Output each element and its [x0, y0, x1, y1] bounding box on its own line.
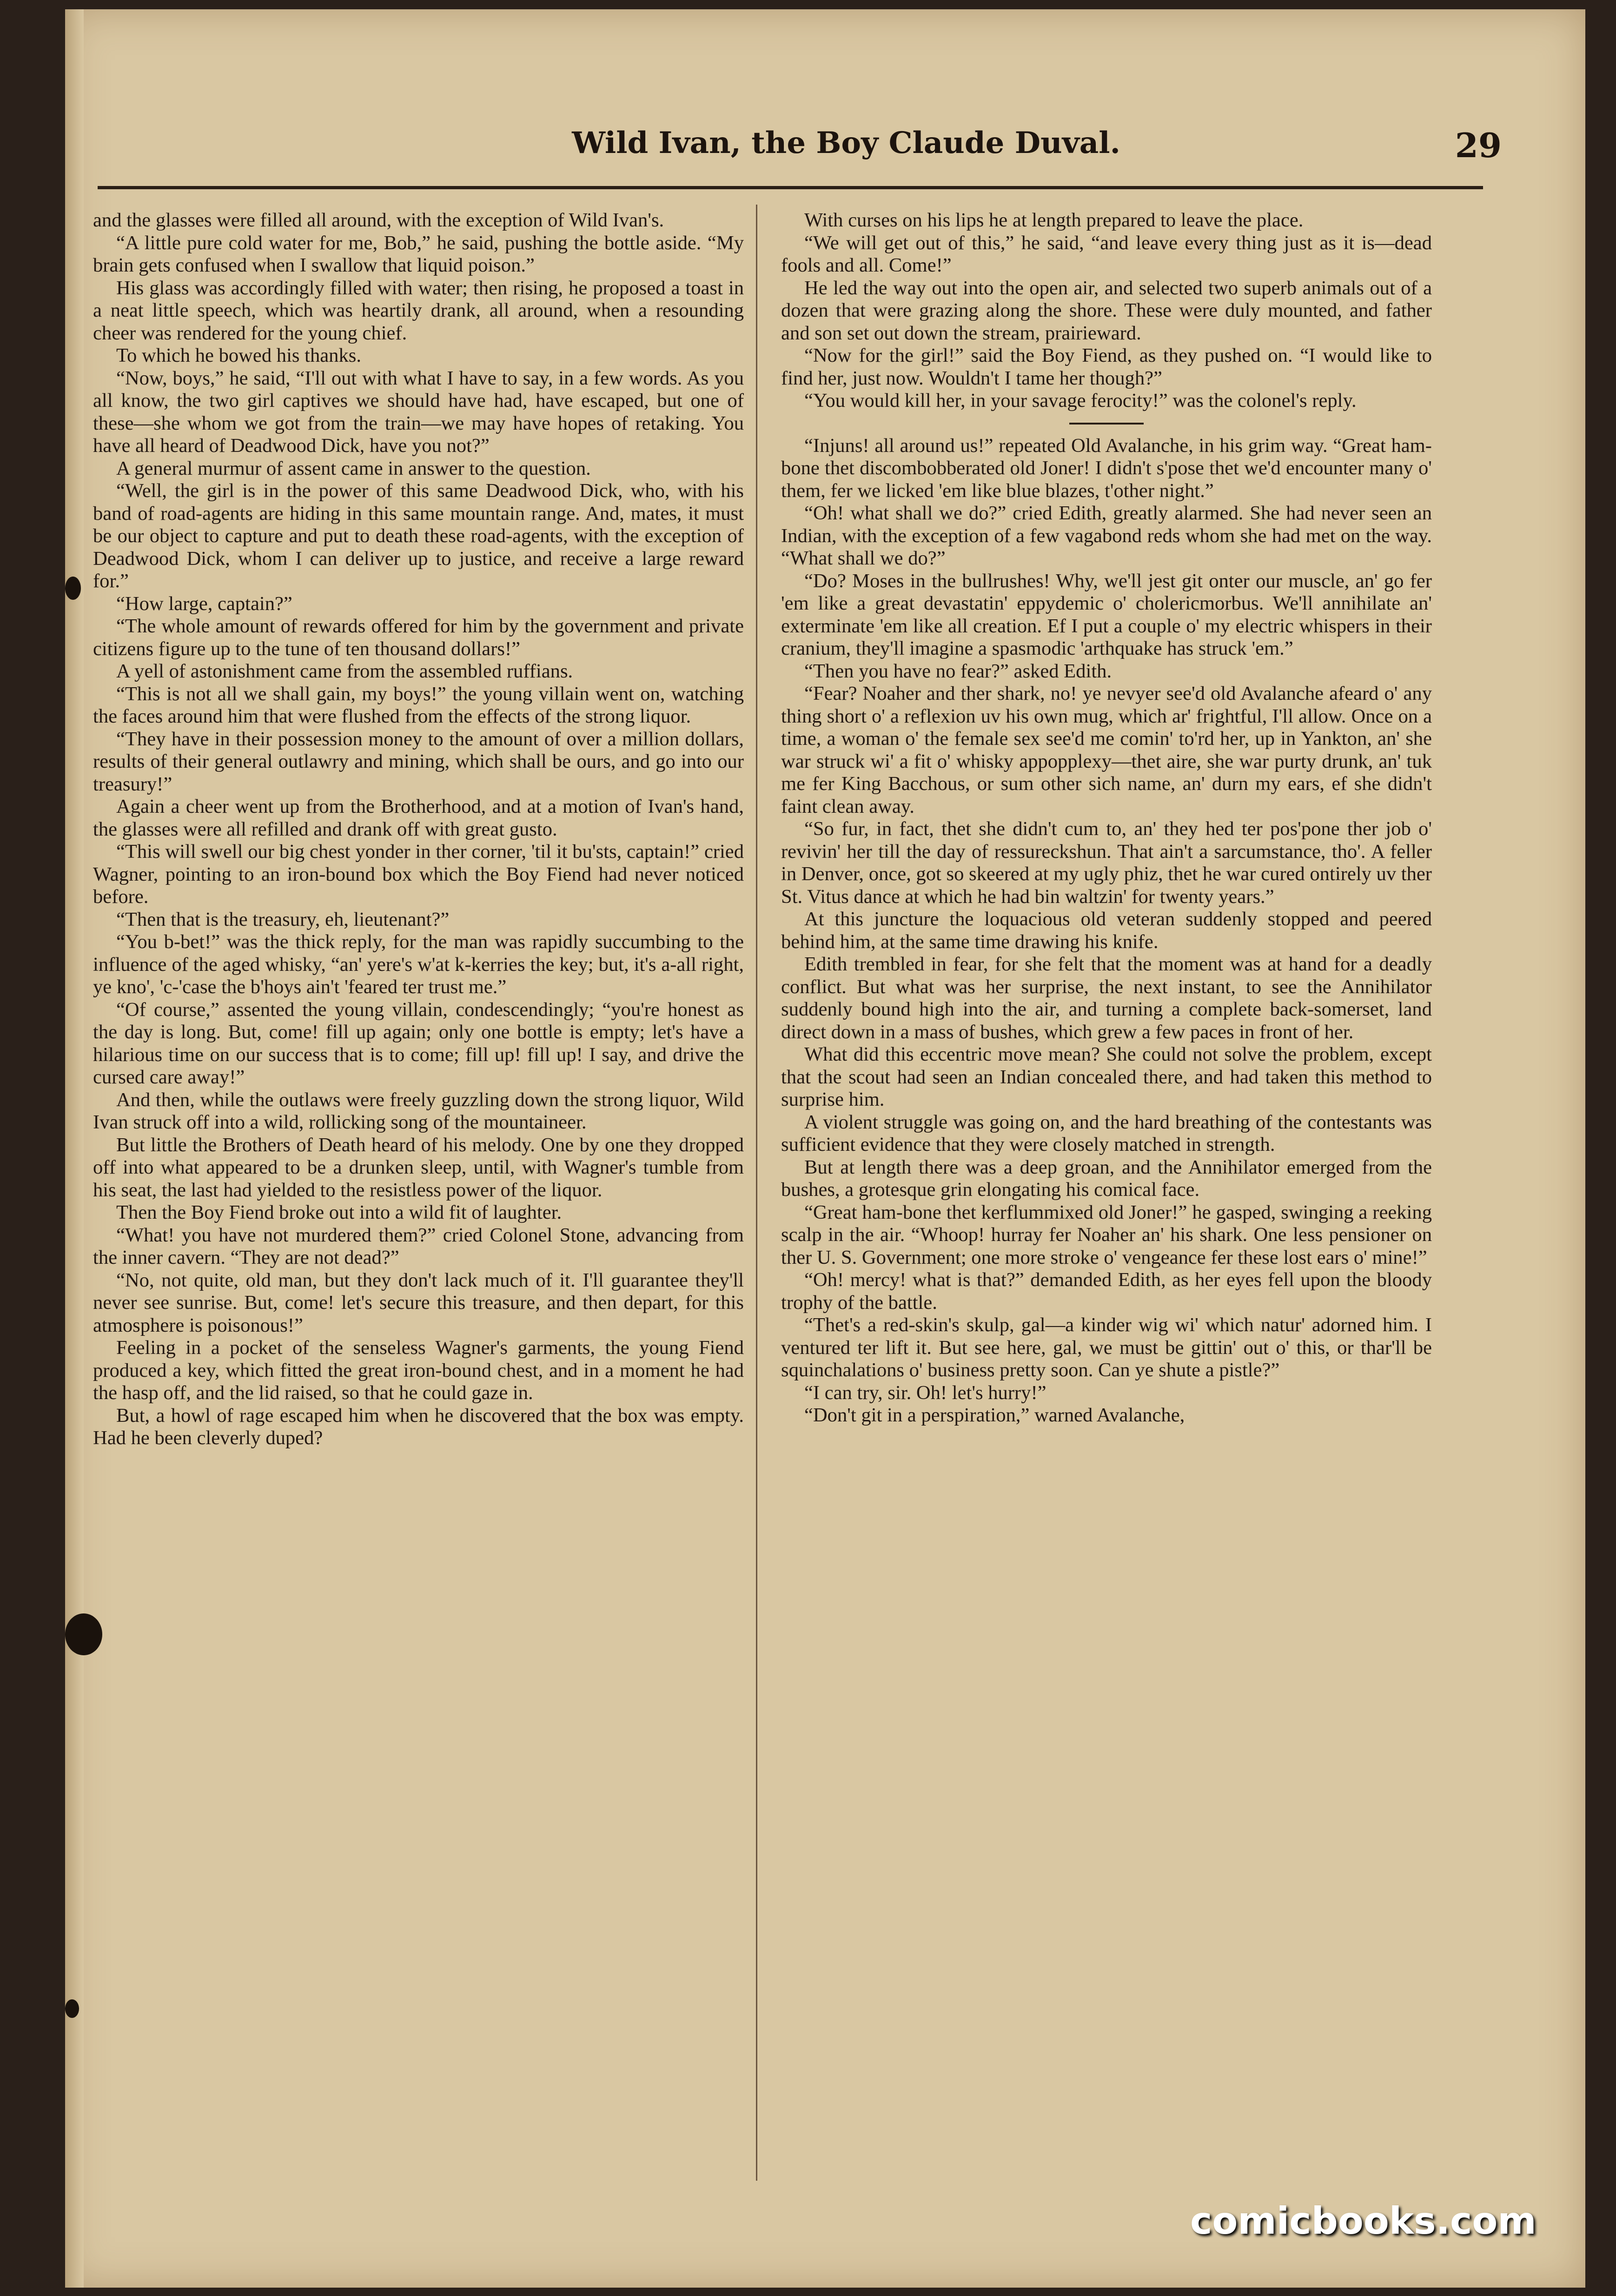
- paragraph: “No, not quite, old man, but they don't lack much of it. I'll guarantee they'll never see sunrise. But, come! let's secure this treasure, and then depart, for this atmosphere is poisonous!”: [93, 1269, 744, 1336]
- paragraph: “Now, boys,” he said, “I'll out with what I have to say, in a few words. As you all know, the two girl captives we should have had, have escaped, but one of these—she whom we got from the train—we may have hopes of retaking. You have all heard of Deadwood Dick, have you not?”: [93, 367, 744, 457]
- paragraph: “Injuns! all around us!” repeated Old Avalanche, in his grim way. “Great ham-bone thet discombobberated old Joner! I didn't s'pose thet we'd encounter many o' them, fer we licked 'em like blue blazes, t'other night.”: [781, 434, 1432, 502]
- paragraph: A general murmur of assent came in answer to the question.: [116, 457, 591, 479]
- paragraph: A yell of astonishment came from the assembled ruffians.: [116, 660, 573, 682]
- paragraph: “What! you have not murdered them?” cried Colonel Stone, advancing from the inner cavern. “They are not dead?”: [93, 1224, 744, 1268]
- paragraph: “Of course,” assented the young villain, condescendingly; “you're honest as the day is long. But, come! fill up again; only one bottle is empty; let's have a hilarious time on our success that is to come; fill up! fill up! I say, and drive the cursed care away!”: [93, 998, 744, 1088]
- paragraph: With curses on his lips he at length prepared to leave the place.: [804, 209, 1304, 231]
- section-break-rule: [1069, 423, 1144, 425]
- paragraph: “The whole amount of rewards offered for him by the government and private citizens figure up to the tune of ten thousand dollars!”: [93, 615, 744, 660]
- page-spine: [65, 9, 84, 2288]
- paragraph: “You b-bet!” was the thick reply, for the man was rapidly succumbing to the influence of the aged whisky, “an' yere's w'at k-kerries the key; but, it's a-all right, ye kno', 'c-'case the b'hoys ain't 'feared ter trust me.”: [93, 931, 744, 998]
- paragraph: “Well, the girl is in the power of this same Deadwood Dick, who, with his band of road-agents are hiding in this same mountain range. And, mates, it must be our object to capture and put to death these road-agents, with the exception of Deadwood Dick, whom I can deliver up to justice, and receive a large reward for.”: [93, 480, 744, 592]
- header-rule: [98, 186, 1483, 189]
- paragraph: “So fur, in fact, thet she didn't cum to, an' they hed ter pos'pone ther job o' revivin' her till the day of ressureckshun. That ain't a sarcumstance, tho'. A feller in Denver, once, got so skeered at my ugly phiz, thet he war cured ontirely uv ther St. Vitus dance at which he had bin waltzin' for twenty years.”: [781, 818, 1432, 908]
- binding-hole: [65, 577, 81, 600]
- paragraph: At this juncture the loquacious old veteran suddenly stopped and peered behind him, at the same time drawing his knife.: [781, 908, 1432, 953]
- paragraph: “Thet's a red-skin's skulp, gal—a kinder wig wi' which natur' adorned him. I ventured ter lift it. But see here, gal, we must be gittin' out o' this, or thar'll be squinchalations o' business pretty soon. Can ye shute a pistle?”: [781, 1314, 1432, 1381]
- paragraph: Then the Boy Fiend broke out into a wild fit of laughter.: [116, 1201, 562, 1223]
- paragraph: “Then that is the treasury, eh, lieutenant?”: [116, 908, 450, 930]
- paragraph: “This is not all we shall gain, my boys!” the young villain went on, watching the faces around him that were flushed from the effects of the strong liquor.: [93, 683, 744, 727]
- paragraph: “Oh! what shall we do?” cried Edith, greatly alarmed. She had never seen an Indian, with the exception of a few vagabond reds whom she had met on the way. “What shall we do?”: [781, 502, 1432, 569]
- paragraph: “I can try, sir. Oh! let's hurry!”: [804, 1381, 1046, 1404]
- paragraph: “We will get out of this,” he said, “and leave every thing just as it is—dead fools and all. Come!”: [781, 232, 1432, 276]
- paragraph: But, a howl of rage escaped him when he discovered that the box was empty. Had he been cleverly duped?: [93, 1404, 744, 1449]
- paragraph: “How large, captain?”: [116, 592, 292, 615]
- paragraph: Feeling in a pocket of the senseless Wagner's garments, the young Fiend produced a key, which fitted the great iron-bound chest, and in a moment he had the hasp off, and the lid raised, so that he could gaze in.: [93, 1337, 744, 1404]
- paragraph: “Fear? Noaher and ther shark, no! ye nevyer see'd old Avalanche afeard o' any thing short o' a reflexion uv his own mug, which ar' frightful, I'll allow. Once on a time, a woman o' the female sex see'd me comin' to'rd her, up in Yankton, an' she war struck wi' a fit o' whisky appopplexy—thet aire, she war purty drunk, an' tuk me fer King Bacchous, or sum other sich name, an' durn my ears, ef she didn't faint clean away.: [781, 683, 1432, 817]
- paragraph: Again a cheer went up from the Brotherhood, and at a motion of Ivan's hand, the glasses were all refilled and drank off with great gusto.: [93, 796, 744, 840]
- paragraph: “Now for the girl!” said the Boy Fiend, as they pushed on. “I would like to find her, just now. Wouldn't I tame her though?”: [781, 345, 1432, 389]
- paragraph: “Oh! mercy! what is that?” demanded Edith, as her eyes fell upon the bloody trophy of the battle.: [781, 1269, 1432, 1314]
- paragraph: “Then you have no fear?” asked Edith.: [804, 660, 1112, 682]
- right-column: [781, 209, 1432, 2195]
- page-number: 29: [1455, 126, 1502, 165]
- paragraph: “Great ham-bone thet kerflummixed old Joner!” he gasped, swinging a reeking scalp in the air. “Whoop! hurray fer Noaher an' his shark. One less pensioner on ther U. S. Government; one more stroke o' vengeance fer these lost ears o' mine!”: [781, 1201, 1432, 1268]
- paragraph: Edith trembled in fear, for she felt that the moment was at hand for a deadly conflict. But what was her surprise, the next instant, to see the Annihilator suddenly bound high into the air, and turning a complete back-somerset, land direct down in a mass of bushes, which grew a few paces in front of her.: [781, 953, 1432, 1043]
- paragraph: But at length there was a deep groan, and the Annihilator emerged from the bushes, a grotesque grin elongating his comical face.: [781, 1156, 1432, 1201]
- paragraph: And then, while the outlaws were freely guzzling down the strong liquor, Wild Ivan struck off into a wild, rollicking song of the mountaineer.: [93, 1088, 744, 1133]
- paragraph: and the glasses were filled all around, with the exception of Wild Ivan's.: [93, 209, 664, 231]
- paragraph: To which he bowed his thanks.: [116, 345, 361, 366]
- paragraph: “Do? Moses in the bullrushes! Why, we'll jest git onter our muscle, an' go fer 'em like a great devastatin' eppydemic o' cholericmorbus. We'll annihilate an' exterminate 'em like all creation. Ef I put a couple o' my electric whispers in their cranium, they'll imagine a spasmodic 'arthquake has struck 'em.”: [781, 570, 1432, 659]
- column-divider: [756, 205, 757, 2181]
- site-watermark: comicbooks.com: [1190, 2199, 1537, 2243]
- paragraph: A violent struggle was going on, and the hard breathing of the contestants was sufficient evidence that they were closely matched in strength.: [781, 1111, 1432, 1155]
- paragraph: What did this eccentric move mean? She could not solve the problem, except that the scout had seen an Indian concealed there, and had taken this method to surprise him.: [781, 1043, 1432, 1110]
- paragraph: He led the way out into the open air, and selected two superb animals out of a dozen that were grazing along the shore. These were duly mounted, and father and son set out down the stream, prairieward.: [781, 277, 1432, 344]
- paragraph: “This will swell our big chest yonder in ther corner, 'til it bu'sts, captain!” cried Wagner, pointing to an iron-bound box which the Boy Fiend had never noticed before.: [93, 841, 744, 908]
- binding-hole: [65, 1999, 79, 2018]
- running-header-title: Wild Ivan, the Boy Claude Duval.: [572, 126, 1120, 160]
- left-column: [93, 209, 744, 2195]
- paragraph: But little the Brothers of Death heard of his melody. One by one they dropped off into what appeared to be a drunken sleep, until, with Wagner's tumble from his seat, the last had yielded to the resistless power of the liquor.: [93, 1134, 744, 1201]
- paragraph: “They have in their possession money to the amount of over a million dollars, results of their general outlawry and mining, which shall be ours, and go into our treasury!”: [93, 728, 744, 795]
- paragraph: “You would kill her, in your savage ferocity!” was the colonel's reply.: [804, 390, 1357, 411]
- paragraph: His glass was accordingly filled with water; then rising, he proposed a toast in a neat little speech, which was heartily drank, all around, when a resounding cheer was rendered for the young chief.: [93, 277, 744, 344]
- paragraph: “Don't git in a perspiration,” warned Avalanche,: [804, 1404, 1185, 1426]
- paragraph: “A little pure cold water for me, Bob,” he said, pushing the bottle aside. “My brain gets confused when I swallow that liquid poison.”: [93, 232, 744, 276]
